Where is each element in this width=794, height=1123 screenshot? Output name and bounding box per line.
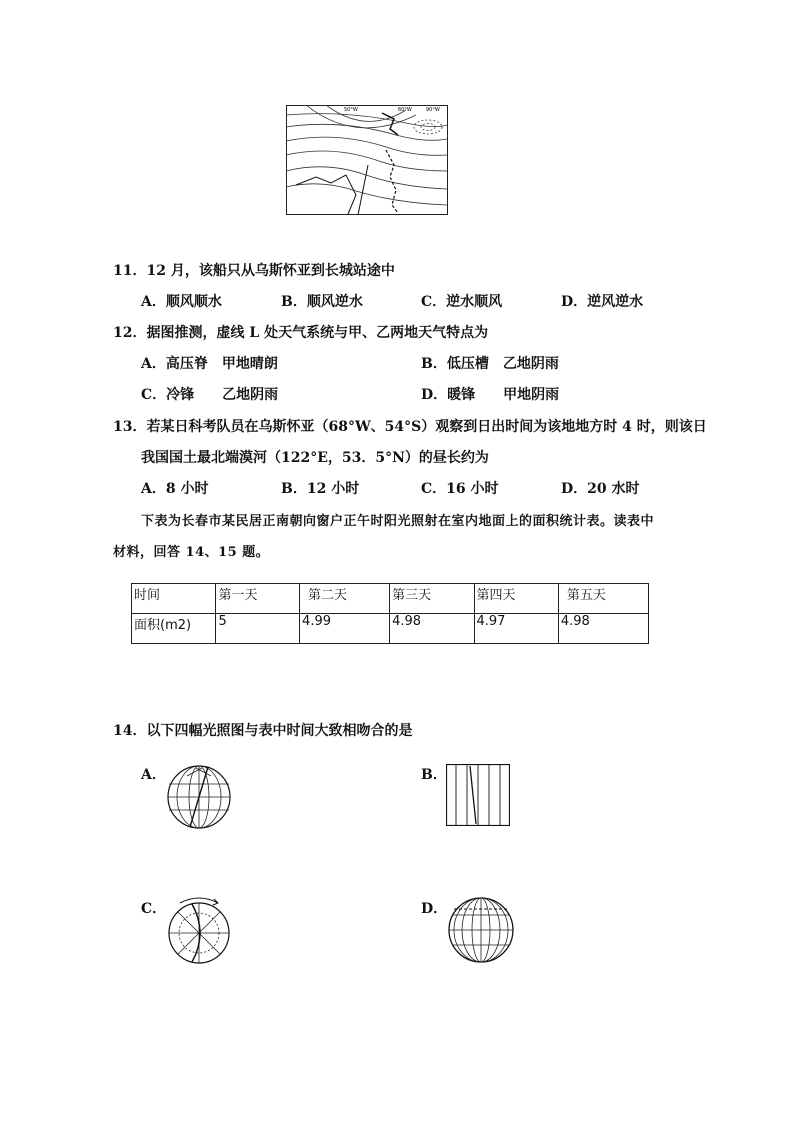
q11-option-c[interactable]: C．逆水顺风 bbox=[421, 294, 503, 310]
table-cell: 4.97 bbox=[474, 614, 558, 644]
table-header-cell: 第三天 bbox=[390, 584, 474, 614]
map-label: 60°W bbox=[398, 107, 412, 113]
table-header-cell: 第四天 bbox=[474, 584, 558, 614]
table-cell: 面积(m2) bbox=[132, 614, 216, 644]
rectangle-diagram-b[interactable] bbox=[446, 764, 510, 826]
q12-option-a[interactable]: A．高压脊 甲地晴朗 bbox=[141, 356, 278, 372]
q13-option-d[interactable]: D．20 水时 bbox=[561, 481, 640, 497]
q12-option-b[interactable]: B．低压槽 乙地阴雨 bbox=[421, 356, 559, 372]
table-row bbox=[132, 614, 649, 644]
table-header-cell: 第一天 bbox=[216, 584, 300, 614]
table-header-cell: 第二天 bbox=[300, 584, 390, 614]
q13-option-b[interactable]: B．12 小时 bbox=[281, 481, 360, 497]
q14-option-d-label[interactable]: D． bbox=[421, 901, 448, 917]
table-header-row bbox=[132, 584, 649, 614]
polar-diagram-c[interactable] bbox=[164, 895, 234, 965]
q14-option-a-label[interactable]: A． bbox=[141, 767, 166, 783]
q12-option-c[interactable]: C．冷锋 乙地阴雨 bbox=[141, 387, 279, 403]
q14-option-b-label[interactable]: B． bbox=[421, 767, 447, 783]
table-header-cell: 第五天 bbox=[558, 584, 648, 614]
area-table bbox=[131, 583, 649, 644]
table-cell: 5 bbox=[216, 614, 300, 644]
question-14-stem: 14．以下四幅光照图与表中时间大致相吻合的是 bbox=[113, 723, 413, 739]
table-cell: 4.99 bbox=[300, 614, 390, 644]
globe-diagram-a[interactable] bbox=[166, 764, 232, 830]
q12-option-d[interactable]: D．暖锋 甲地阴雨 bbox=[421, 387, 560, 403]
q11-option-b[interactable]: B．顺风逆水 bbox=[281, 294, 363, 310]
question-13-stem-line1: 13．若某日科考队员在乌斯怀亚（68°W、54°S）观察到日出时间为该地地方时 4 时，则该日 bbox=[113, 419, 707, 435]
table-intro-line1: 下表为长春市某民居正南朝向窗户正午时阳光照射在室内地面上的面积统计表。读表中 bbox=[141, 514, 655, 529]
q11-option-d[interactable]: D．逆风逆水 bbox=[561, 294, 644, 310]
q11-option-a[interactable]: A．顺风顺水 bbox=[141, 294, 222, 310]
question-13-stem-line2: 我国国土最北端漠河（122°E，53．5°N）的昼长约为 bbox=[141, 450, 489, 466]
map-label: 50°W bbox=[344, 107, 358, 113]
table-cell: 4.98 bbox=[558, 614, 648, 644]
q14-option-c-label[interactable]: C． bbox=[141, 901, 167, 917]
table-cell: 4.98 bbox=[390, 614, 474, 644]
weather-map-figure bbox=[286, 105, 448, 215]
map-label: 90°W bbox=[426, 107, 440, 113]
question-12-stem: 12．据图推测，虚线 L 处天气系统与甲、乙两地天气特点为 bbox=[113, 325, 489, 341]
table-header-cell: 时间 bbox=[132, 584, 216, 614]
q13-option-a[interactable]: A．8 小时 bbox=[141, 481, 209, 497]
question-11-stem: 11．12 月，该船只从乌斯怀亚到长城站途中 bbox=[113, 263, 395, 279]
table-intro-line2: 材料，回答 14、15 题。 bbox=[113, 545, 270, 560]
q13-option-c[interactable]: C．16 小时 bbox=[421, 481, 499, 497]
globe-diagram-d[interactable] bbox=[446, 895, 516, 965]
